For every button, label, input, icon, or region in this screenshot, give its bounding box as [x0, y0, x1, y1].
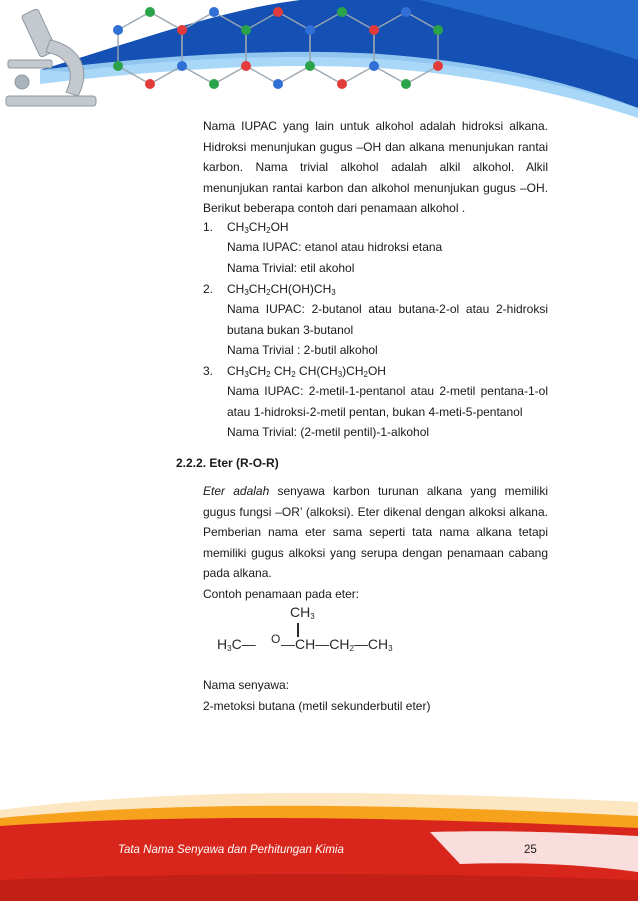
molecule-banner-graphic [0, 0, 638, 118]
eter-definition-text: senyawa karbon turunan alkana yang memiliki gugus fungsi –OR’ (alkoksi). Eter dikenal dengan alkoksi alkana. Pemberian nama eter sama seperti tata nama alkana tetapi memiliki gugus alkoksi yang serupa dengan penamaan cabang pada alkana. [203, 484, 548, 581]
structure-oxygen: O [271, 632, 281, 646]
header-banner [0, 0, 638, 118]
compound-name: 2-metoksi butana (metil sekunderbutil eter) [203, 698, 431, 713]
example-3-number: 3. [203, 364, 214, 378]
eter-definition [203, 481, 548, 584]
page-number: 25 [524, 844, 537, 856]
example-1-iupac: Nama IUPAC: etanol atau hidroksi etana [227, 240, 443, 254]
structure-chain: $—CH—CH_2—CH_3$ [281, 636, 393, 653]
example-2-formula: $CH_3CH_2CH(OH)CH_3$ [227, 282, 336, 297]
footer-book-title: Tata Nama Senyawa dan Perhitungan Kimia [118, 844, 344, 856]
ether-structure [217, 604, 417, 654]
example-1-formula: $CH_3CH_2OH$ [227, 220, 289, 235]
example-intro: Contoh penamaan pada eter: [203, 586, 360, 601]
example-2-trivial: Nama Trivial : 2-butil alkohol [227, 343, 378, 357]
example-1-number: 1. [203, 220, 214, 234]
compound-label: Nama senyawa: [203, 678, 290, 692]
example-2-iupac: Nama IUPAC: 2-butanol atau butana-2-ol atau 2-hidroksi butana bukan 3-butanol [227, 302, 548, 337]
compound-section [203, 675, 548, 716]
example-3-formula: $CH_3CH_2$ $CH_2$ $CH(CH_3)CH_2OH$ [227, 364, 386, 379]
structure-top-group: $CH_3$ [290, 604, 315, 621]
eter-section [203, 481, 548, 605]
structure-branch-line [297, 623, 299, 637]
eter-term: Eter adalah [203, 484, 270, 498]
footer-banner [0, 780, 638, 901]
intro-section [203, 116, 548, 219]
example-2-number: 2. [203, 282, 214, 296]
example-1-trivial: Nama Trivial: etil akohol [227, 261, 355, 275]
intro-paragraph: Nama IUPAC yang lain untuk alkohol adalah hidroksi alkana. Hidroksi menunjukan gugus –OH dan alkana menunjukan rantai karbon. Nama trivial alkohol adalah alkil alkohol. Alkil menunjukan rantai karbon dan alkohol menunjukan gugus –OH. Berikut beberapa contoh dari penamaan alkohol . [203, 119, 548, 216]
section-heading: 2.2.2. Eter (R-O-R) [176, 456, 279, 470]
structure-methyl-left: $H_3C—$ [217, 636, 256, 653]
example-3-iupac: Nama IUPAC: 2-metil-1-pentanol atau 2-metil pentana-1-ol atau 1-hidroksi-2-metil pentan, bukan 4-meti-5-pentanol [227, 384, 548, 419]
example-3-trivial: Nama Trivial: (2-metil pentil)-1-alkohol [227, 425, 430, 439]
footer-wave-graphic [0, 780, 638, 901]
